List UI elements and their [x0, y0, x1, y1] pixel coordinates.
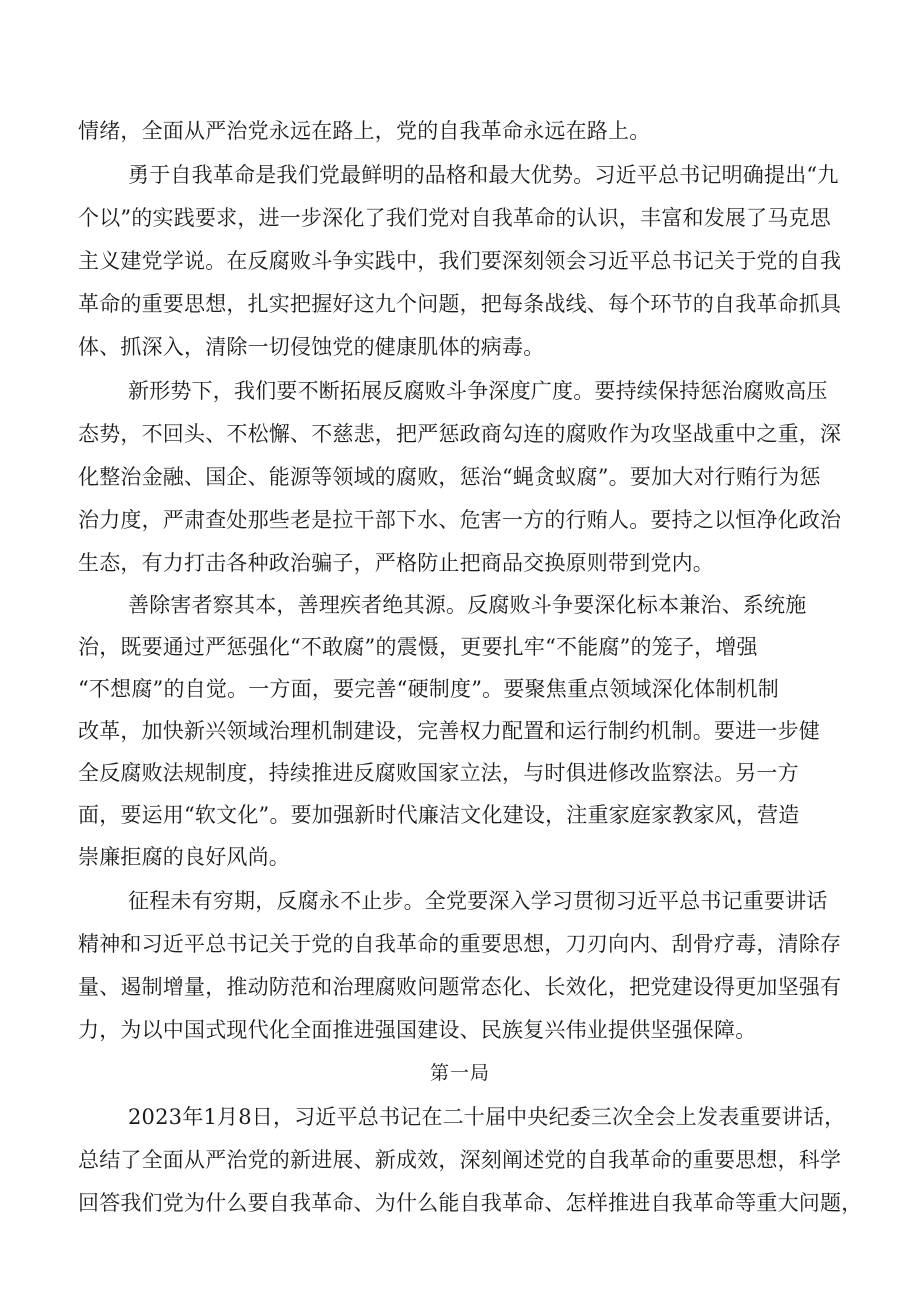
- paragraph-3-line-5: 生态，有力打击各种政治骗子，严格防止把商品交换原则带到党内。: [78, 551, 714, 575]
- paragraph-3-line-1: 新形势下，我们要不断拓展反腐败斗争深度广度。要持续保持惩治腐败高压: [128, 379, 828, 403]
- paragraph-3-line-2: 态势，不回头、不松懈、不慈悲，把严惩政商勾连的腐败作为攻坚战重中之重，深: [78, 422, 842, 446]
- paragraph-3-line-4: 治力度，严肃查处那些老是拉干部下水、危害一方的行贿人。要持之以恒净化政治: [78, 508, 842, 532]
- paragraph-2-line-5: 体、抓深入，清除一切侵蚀党的健康肌体的病毒。: [78, 335, 545, 359]
- section-heading: 第一局: [429, 1062, 490, 1084]
- paragraph-6-line-1: 2023年1月8日，习近平总书记在二十届中央纪委三次全会上发表重要讲话，: [128, 1105, 846, 1129]
- paragraph-4-line-4: 改革，加快新兴领域治理机制建设，完善权力配置和运行制约机制。要进一步健: [78, 719, 820, 743]
- paragraph-3-line-3: 化整治金融、国企、能源等领域的腐败，惩治“蝇贪蚁腐”。要加大对行贿行为惩: [78, 465, 821, 489]
- paragraph-4-line-3: “不想腐”的自觉。一方面，要完善“硬制度”。要聚焦重点领域深化体制机制: [78, 677, 779, 701]
- paragraph-6-line-3: 回答我们党为什么要自我革命、为什么能自我革命、怎样推进自我革命等重大问题，: [78, 1191, 863, 1215]
- paragraph-5-line-1: 征程未有穷期，反腐永不止步。全党要深入学习贯彻习近平总书记重要讲话: [128, 889, 828, 913]
- paragraph-2-line-4: 革命的重要思想，扎实把握好这九个问题，把每条战线、每个环节的自我革命抓具: [78, 292, 842, 316]
- paragraph-2-line-1: 勇于自我革命是我们党最鲜明的品格和最大优势。习近平总书记明确提出“九: [128, 163, 839, 187]
- paragraph-4-line-1: 善除害者察其本，善理疾者绝其源。反腐败斗争要深化标本兼治、系统施: [128, 593, 807, 617]
- paragraph-1-line-1: 情绪，全面从严治党永远在路上，党的自我革命永远在路上。: [78, 119, 651, 143]
- paragraph-4-line-7: 崇廉拒腐的良好风尚。: [78, 845, 290, 869]
- paragraph-5-line-3: 量、遏制增量，推动防范和治理腐败问题常态化、长效化，把党建设得更加坚强有: [78, 975, 842, 999]
- paragraph-2-line-3: 主义建党学说。在反腐败斗争实践中，我们要深刻领会习近平总书记关于党的自我: [78, 249, 842, 273]
- paragraph-5-line-4: 力，为以中国式现代化全面推进强国建设、民族复兴伟业提供坚强保障。: [78, 1018, 757, 1042]
- paragraph-4-line-5: 全反腐败法规制度，持续推进反腐败国家立法，与时俱进修改监察法。另一方: [78, 761, 799, 785]
- paragraph-4-line-6: 面，要运用“软文化”。要加强新时代廉洁文化建设，注重家庭家教家风，营造: [78, 803, 800, 827]
- paragraph-6-line-2: 总结了全面从严治党的新进展、新成效，深刻阐述党的自我革命的重要思想，科学: [78, 1148, 842, 1172]
- paragraph-2-line-2: 个以”的实践要求，进一步深化了我们党对自我革命的认识，丰富和发展了马克思: [78, 206, 831, 230]
- paragraph-4-line-2: 治，既要通过严惩强化“不敢腐”的震慑，更要扎牢“不能腐”的笼子，增强: [78, 635, 758, 659]
- paragraph-5-line-2: 精神和习近平总书记关于党的自我革命的重要思想，刀刃向内、刮骨疗毒，清除存: [78, 932, 842, 956]
